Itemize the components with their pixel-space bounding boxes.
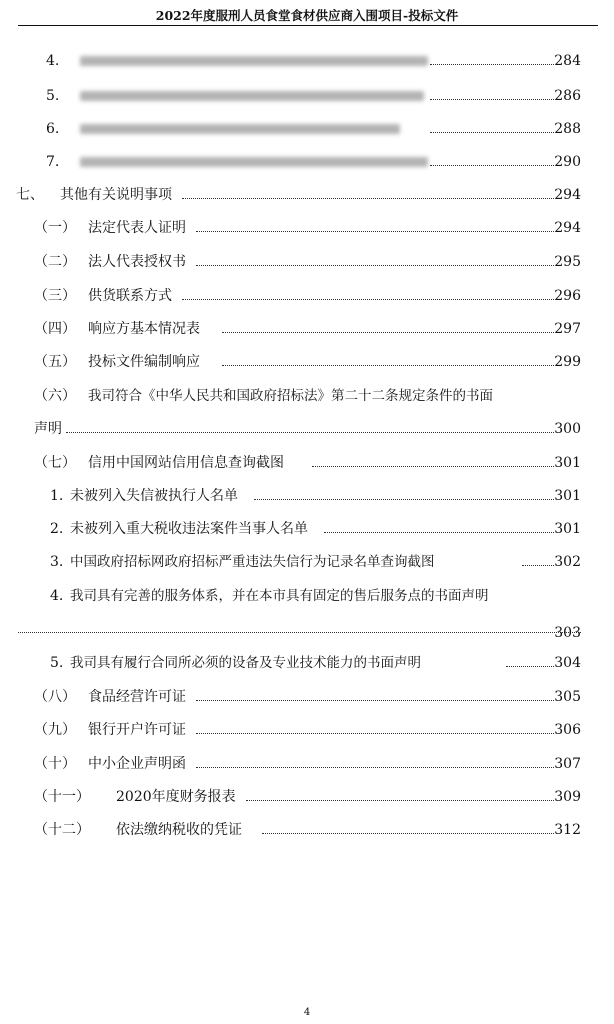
toc-number: 5.: [50, 655, 64, 671]
toc-page: 303: [554, 625, 581, 641]
toc-label: 法定代表人证明: [88, 220, 186, 236]
toc-entry: [0, 484, 614, 508]
toc-page: 290: [554, 154, 581, 170]
toc-page: 300: [554, 421, 581, 437]
toc-leader: [522, 565, 554, 566]
toc-number: 七、: [16, 187, 44, 203]
toc-number: 7.: [46, 154, 60, 170]
redacted-text: [80, 124, 400, 134]
toc-leader: [430, 132, 554, 133]
toc-label: 我司具有履行合同所必须的设备及专业技术能力的书面声明: [70, 655, 421, 671]
toc-leader: [246, 800, 554, 801]
toc-number: （十一）: [34, 789, 90, 805]
toc-leader: [262, 833, 554, 834]
toc-label: 食品经营许可证: [88, 689, 186, 705]
redacted-text: [80, 91, 424, 101]
toc-entry: [0, 685, 614, 709]
toc-label: 响应方基本情况表: [88, 321, 200, 337]
toc-leader: [196, 700, 554, 701]
toc-label: 我司具有完善的服务体系，并在本市具有固定的售后服务点的书面声明: [70, 588, 489, 604]
toc-entry: [0, 284, 614, 308]
toc-page: 309: [554, 789, 581, 805]
toc-leader: [430, 165, 554, 166]
toc-label: 我司符合《中华人民共和国政府招标法》第二十二条规定条件的书面: [88, 388, 493, 404]
toc-page: 301: [554, 488, 581, 504]
toc-page: 312: [554, 822, 581, 838]
toc-leader: [196, 767, 554, 768]
toc-label: 供货联系方式: [88, 288, 172, 304]
toc-leader: [182, 299, 554, 300]
redacted-text: [80, 56, 428, 66]
toc-page: 284: [554, 53, 581, 69]
toc-page: 302: [554, 554, 581, 570]
toc-page: 295: [554, 254, 581, 270]
toc-entry: [0, 117, 614, 141]
toc-label: 未被列入重大税收违法案件当事人名单: [70, 521, 308, 537]
toc-page: 301: [554, 521, 581, 537]
toc-entry: [0, 183, 614, 207]
toc-page: 304: [554, 655, 581, 671]
toc-leader: [312, 466, 554, 467]
toc-label: 声明: [34, 421, 62, 437]
toc-entry: [0, 584, 614, 608]
toc-leader: [324, 532, 554, 533]
toc-entry: [0, 621, 614, 645]
toc-entry: [0, 550, 614, 574]
toc-entry: [0, 317, 614, 341]
toc-number: 4.: [46, 53, 60, 69]
toc-entry: [0, 250, 614, 274]
toc-page: 307: [554, 756, 581, 772]
toc-label: 中国政府招标网政府招标严重违法失信行为记录名单查询截图: [70, 554, 435, 570]
toc-number: （十二）: [34, 822, 90, 838]
toc-entry: [0, 350, 614, 374]
toc-number: （六）: [34, 388, 76, 404]
toc-page: 305: [554, 689, 581, 705]
toc-leader: [222, 332, 554, 333]
toc-label: 依法缴纳税收的凭证: [116, 822, 242, 838]
toc-page: 301: [554, 455, 581, 471]
toc-entry: [0, 785, 614, 809]
toc-leader: [254, 499, 554, 500]
toc-label: 未被列入失信被执行人名单: [70, 488, 238, 504]
toc-leader: [196, 265, 554, 266]
toc-page: 288: [554, 121, 581, 137]
redacted-text: [80, 157, 428, 167]
toc-label: 2020年度财务报表: [116, 789, 236, 805]
toc-leader: [66, 432, 554, 433]
toc-page: 299: [554, 354, 581, 370]
toc-entry: [0, 150, 614, 174]
toc-leader: [430, 99, 554, 100]
toc-number: （五）: [34, 354, 76, 370]
toc-number: （四）: [34, 321, 76, 337]
toc-page: 296: [554, 288, 581, 304]
toc-entry: [0, 384, 614, 408]
toc-leader: [196, 231, 554, 232]
page-number: 4: [303, 1007, 311, 1018]
toc-number: 5.: [46, 88, 60, 104]
toc-number: （三）: [34, 288, 76, 304]
toc-number: （二）: [34, 254, 76, 270]
toc-entry: [0, 417, 614, 441]
toc-number: 1.: [50, 488, 64, 504]
toc-number: （十）: [34, 756, 76, 772]
toc-number: （九）: [34, 722, 76, 738]
toc-entry: [0, 84, 614, 108]
toc-entry: [0, 49, 614, 73]
toc-page: 297: [554, 321, 581, 337]
toc-page: 306: [554, 722, 581, 738]
toc-entry: [0, 517, 614, 541]
toc-label: 信用中国网站信用信息查询截图: [88, 455, 284, 471]
toc-page: 286: [554, 88, 581, 104]
toc-number: 3.: [50, 554, 64, 570]
toc-page: 294: [554, 220, 581, 236]
toc-number: 4.: [50, 588, 64, 604]
toc-entry: [0, 651, 614, 675]
toc-leader: [506, 666, 554, 667]
toc-label: 其他有关说明事项: [60, 187, 172, 203]
toc-leader: [196, 733, 554, 734]
toc-leader: [182, 198, 554, 199]
toc-label: 投标文件编制响应: [88, 354, 200, 370]
toc-leader: [430, 64, 554, 65]
header-rule: [18, 25, 598, 26]
toc-page: 294: [554, 187, 581, 203]
toc-leader: [222, 365, 554, 366]
toc-number: （一）: [34, 220, 76, 236]
document-header: 2022年度服刑人员食堂食材供应商入围项目-投标文件: [155, 8, 459, 23]
toc-entry: [0, 216, 614, 240]
toc-label: 银行开户许可证: [88, 722, 186, 738]
toc-label: 法人代表授权书: [88, 254, 186, 270]
toc-entry: [0, 818, 614, 842]
toc-number: （七）: [34, 455, 76, 471]
toc-number: 6.: [46, 121, 60, 137]
toc-number: 2.: [50, 521, 64, 537]
toc-entry: [0, 752, 614, 776]
toc-entry: [0, 718, 614, 742]
toc-entry: [0, 451, 614, 475]
toc-number: （八）: [34, 689, 76, 705]
toc-label: 中小企业声明函: [88, 756, 186, 772]
